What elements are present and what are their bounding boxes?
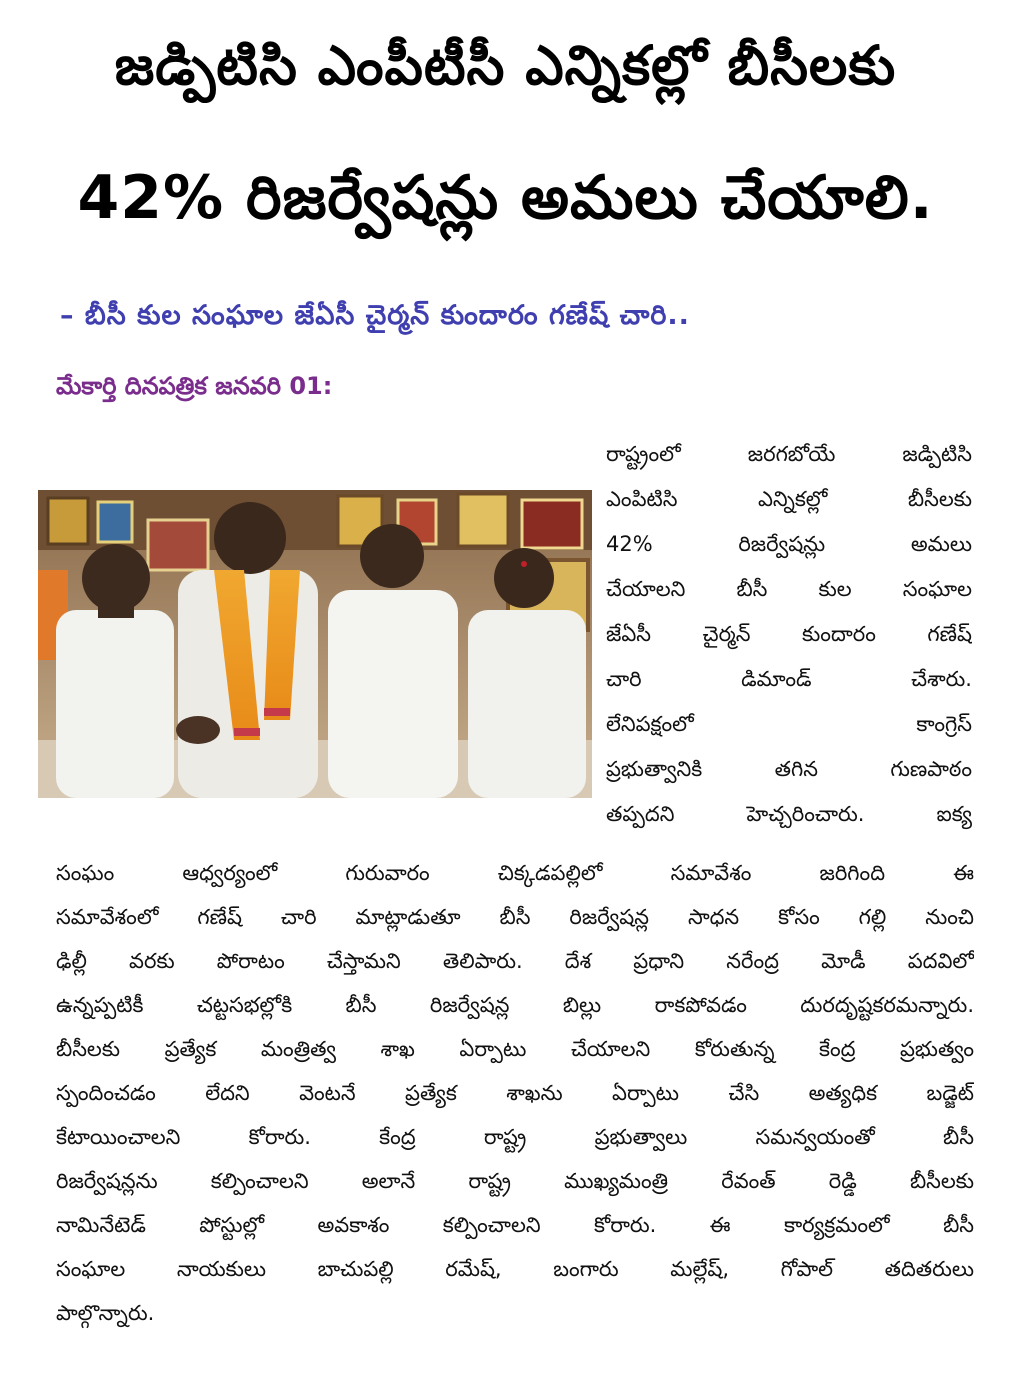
article-line: తప్పదని హెచ్చరించారు. ఐక్య (606, 802, 972, 826)
article-line: రిజర్వేషన్లను కల్పించాలని అలానే రాష్ట్ర ముఖ్యమంత్రి రేవంత్ రెడ్డి బీసీలకు (56, 1169, 974, 1193)
article-line: రాష్ట్రంలో జరగబోయే జడ్పిటిసి (606, 442, 972, 466)
article-line: లేనిపక్షంలో కాంగ్రెస్ (606, 712, 972, 736)
article-line: 42% రిజర్వేషన్లు అమలు (606, 532, 972, 556)
photo-of-four-men-greeting-icon (38, 490, 592, 798)
article-line: ప్రభుత్వానికి తగిన గుణపాఠం (606, 757, 972, 781)
article-body (56, 851, 974, 1335)
article-line: ఢిల్లీ వరకు పోరాటం చేస్తామని తెలిపారు. దేశ ప్రధాని నరేంద్ర మోడీ పదవిలో (56, 949, 974, 973)
headline-line-1: జడ్పిటిసి ఎంపీటీసీ ఎన్నికల్లో బీసీలకు (114, 34, 897, 97)
article-line: స్పందించడం లేదని వెంటనే ప్రత్యేక శాఖను ఏర్పాటు చేసి అత్యధిక బడ్జెట్ (56, 1081, 974, 1105)
article-line: కేటాయించాలని కోరారు. కేంద్ర రాష్ట్ర ప్రభుత్వాలు సమన్వయంతో బీసీ (56, 1125, 974, 1149)
article-line: బీసీలకు ప్రత్యేక మంత్రిత్వ శాఖ ఏర్పాటు చేయాలని కోరుతున్న కేంద్ర ప్రభుత్వం (56, 1037, 974, 1061)
article-line: సంఘాల నాయకులు బాచుపల్లి రమేష్, బంగారు మల్లేష్, గోపాల్ తదితరులు (56, 1257, 974, 1281)
headline-line-2: 42% రిజర్వేషన్లు అమలు చేయాలి. (77, 163, 934, 233)
article-line: సమావేశంలో గణేష్ చారి మాట్లాడుతూ బీసీ రిజర్వేషన్ల సాధన కోసం గల్లి నుంచి (56, 905, 974, 929)
article-line: జేఏసీ చైర్మన్ కుందారం గణేష్ (606, 622, 972, 646)
article-line: చేయాలని బీసీ కుల సంఘాల (606, 577, 972, 601)
article-line: చారి డిమాండ్ చేశారు. (606, 667, 972, 691)
dateline: మేకార్తి దినపత్రిక జనవరి 01: (56, 372, 333, 400)
article-line: సంఘం ఆధ్వర్యంలో గురువారం చిక్కడపల్లిలో సమావేశం జరిగింది ఈ (56, 861, 974, 885)
article-side-column (606, 432, 972, 837)
article-line: నామినేటెడ్ పోస్టుల్లో అవకాశం కల్పించాలని కోరారు. ఈ కార్యక్రమంలో బీసీ (56, 1213, 974, 1237)
news-photo (38, 490, 592, 798)
article-line: ఎంపిటిసి ఎన్నికల్లో బీసీలకు (606, 487, 972, 511)
subheadline: – బీసీ కుల సంఘాల జేఏసీ చైర్మన్ కుందారం గణేష్ చారి.. (60, 300, 690, 331)
article-line: ఉన్నప్పటికీ చట్టసభల్లోకి బీసీ రిజర్వేషన్ల బిల్లు రాకపోవడం దురదృష్టకరమన్నారు. (56, 993, 974, 1017)
article-line: పాల్గొన్నారు. (56, 1301, 155, 1325)
